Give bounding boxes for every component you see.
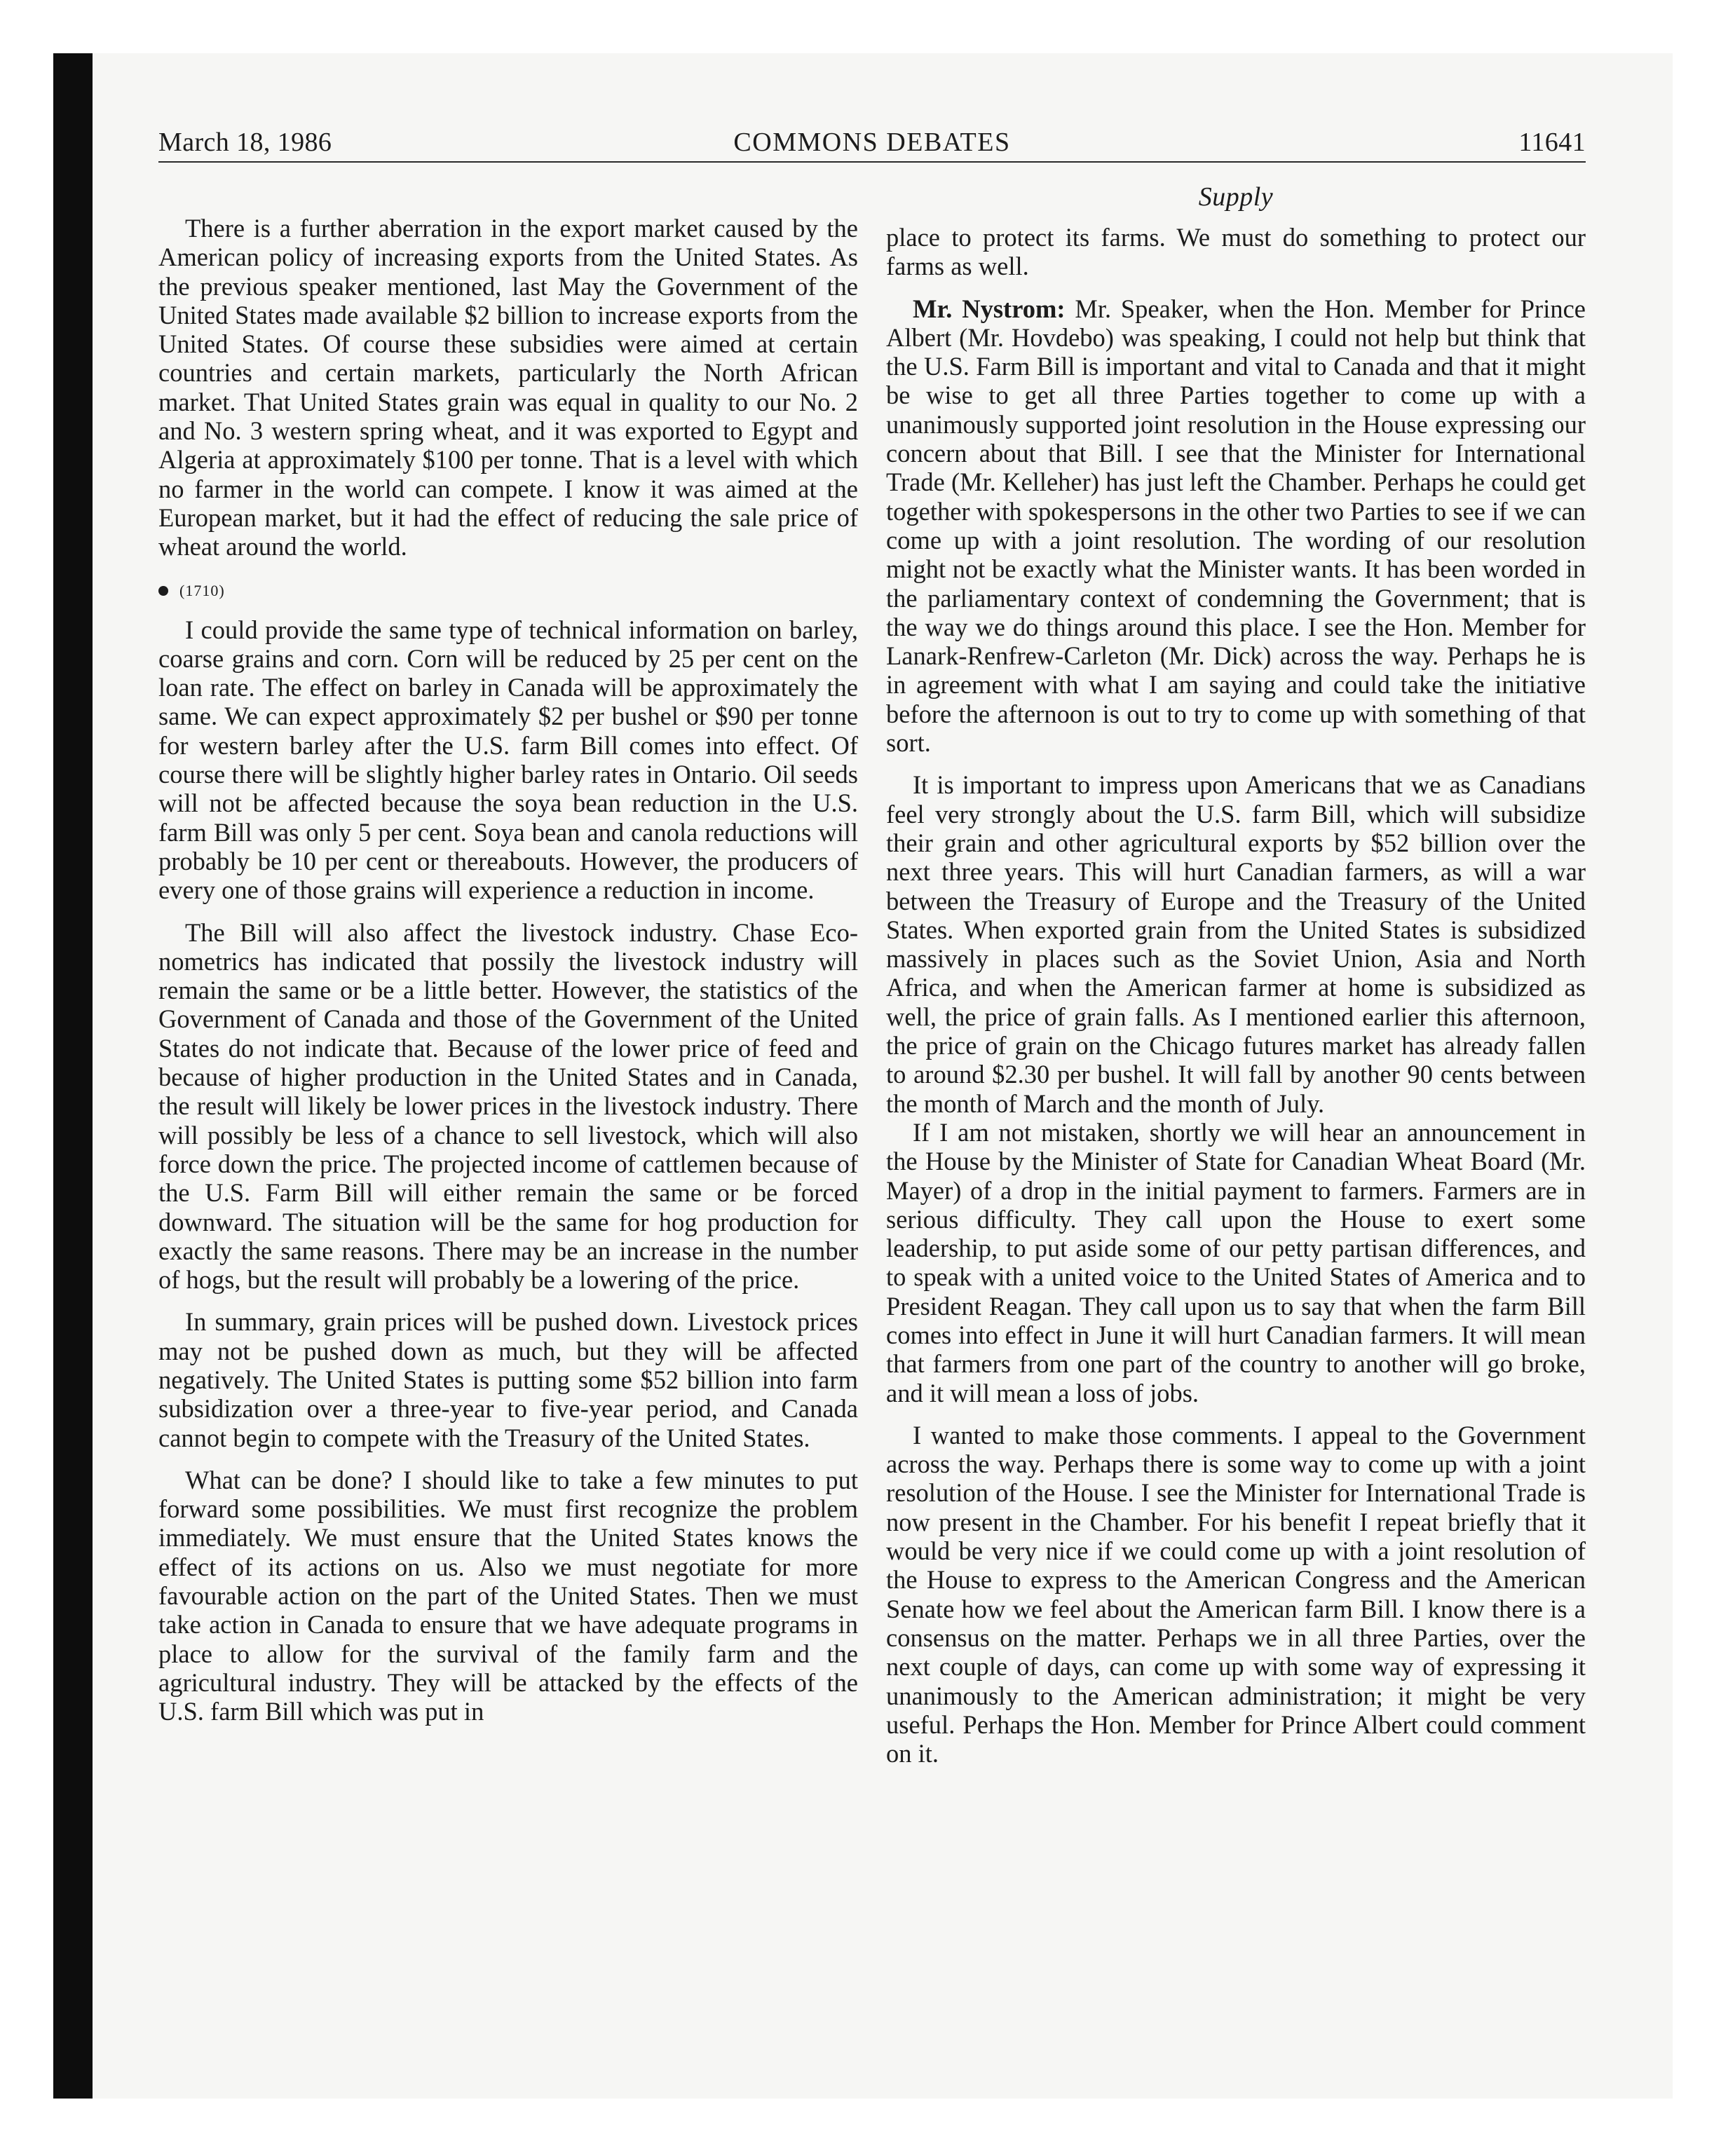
right-paragraph-0: place to protect its farms. We must do something to protect our farms as well. — [886, 223, 1586, 281]
scan-binding-edge — [53, 53, 93, 2099]
speaker-paragraph — [886, 294, 1586, 758]
left-paragraph-1: There is a further aberration in the export market caused by the American policy of increasing exports from the United States. As the previous speaker mentioned, last May the Government of the United States made available $2 billion to increase exports from the United States. Of course these subsidies were aimed at certain countries and certain markets, particularly the North African market. That United States grain was equal in quality to our No. 2 and No. 3 western spring wheat, and it was exported to Egypt and Algeria at approximately $100 per tonne. That is a level with which no farmer in the world can compete. I know it was aimed at the European market, but it had the effect of reducing the sale price of wheat around the world. — [158, 214, 858, 561]
right-paragraph-4: I wanted to make those comments. I appeal to the Government across the way. Perhaps there is some way to come up with a joint resolution of the House. I see the Minister for International Trade is now present in the Chamber. For his benefit I repeat briefly that it would be very nice if we could come up with a joint resolution of the House to express to the American Congress and the American Senate how we feel about the American farm Bill. I know there is a consensus on the matter. Perhaps we in all three Parties, over the next couple of days, can come up with some way of expressing it unanimously to the American administration; it might be very useful. Perhaps the Hon. Member for Prince Albert could comment on it. — [886, 1420, 1586, 1768]
left-paragraph-5: What can be done? I should like to take a few minutes to put forward some possibilities. We must first recognize the problem immediately. We must ensure that the United States knows the effect of its actions on us. Also we must negotiate for more favourable action on the part of the United States. Then we must take action in Canada to ensure that we have adequate programs in place to allow for the survival of the family farm and the agricultural industry. They will be attacked by the effects of the U.S. farm Bill which was put in — [158, 1465, 858, 1726]
left-paragraph-4: In summary, grain prices will be pushed down. Livestock prices may not be pushed down as much, but they will be affected negatively. The United States is putting some $52 billion into farm subsidization over a three-year to five-year period, and Canada cannot begin to compete with the Treasury of the United States. — [158, 1307, 858, 1452]
section-label: Supply — [1198, 182, 1274, 212]
time-marker — [158, 580, 858, 601]
left-paragraph-2: I could provide the same type of technical information on barley, coarse grains and corn. Corn will be reduced by 25 per cent on the loan rate. The effect on barley in Canada will be approximately the same. We can expect approximately $2 per bushel or $90 per tonne for western barley after the U.S. farm Bill comes into effect. Of course there will be slightly higher barley rates in Ontario. Oil seeds will not be affected because the soya bean reduction in the U.S. farm Bill was only 5 per cent. Soya bean and canola reductions will probably be 10 per cent or thereabouts. However, the producers of every one of those grains will experience a reduction in income. — [158, 615, 858, 905]
header-page-number: 11641 — [1518, 128, 1586, 157]
speaker-name: Mr. Nystrom: — [913, 294, 1066, 323]
time-marker-text: (1710) — [179, 581, 225, 599]
right-paragraph-1: Mr. Speaker, when the Hon. Member for Prince Albert (Mr. Hovdebo) was speaking, I could not help but think that the U.S. Farm Bill is important and vital to Canada and that it might be wise to get all three Parties together to come up with a unanimously supported joint resolution in the House expressing our concern about that Bill. I see that the Minister for International Trade (Mr. Kelleher) has just left the Chamber. Perhaps he could get together with spokespersons in the other two Parties to see if we can come up with a joint resolution. The wording of our resolution might not be exactly what the Minister wants. It has been worded in the parliamentary context of condemning the Government; that is the way we do things around this place. I see the Hon. Member for Lanark-Renfrew-Carleton (Mr. Dick) across the way. Perhaps he is in agreement with what I am saying and could take the initiative before the afternoon is out to try to come up with something of that sort. — [886, 294, 1586, 758]
page-header — [158, 125, 1586, 160]
bullet-icon — [158, 586, 168, 596]
right-column — [886, 223, 1586, 1768]
right-paragraph-2: It is important to impress upon Americans that we as Canadians feel very strongly about the U.S. farm Bill, which will subsidize their grain and other agricultural exports by $52 billion over the next three years. This will hurt Canadian farmers, as will a war between the Treasury of Europe and the Treasury of the United States. When exported grain from the United States is subsidized massively in places such as the Soviet Union, Asia and North Africa, and when the American farmer at home is subsidized as well, the price of grain falls. As I mentioned earlier this afternoon, the price of grain on the Chicago futures market has already fallen to around $2.30 per bushel. It will fall by another 90 cents between the month of March and the month of July. — [886, 770, 1586, 1118]
header-title: COMMONS DEBATES — [733, 128, 1011, 157]
header-rule — [158, 161, 1586, 163]
left-column — [158, 214, 858, 1726]
header-date: March 18, 1986 — [158, 128, 332, 157]
right-paragraph-3: If I am not mistaken, shortly we will hear an announcement in the House by the Minister of State for Canadian Wheat Board (Mr. Mayer) of a drop in the initial payment to farmers. Farmers are in serious difficulty. They call upon the House to exert some leadership, to put aside some of our petty partisan differences, and to speak with a united voice to the United States of America and to President Reagan. They call upon us to say that when the farm Bill comes into effect in June it will hurt Canadian farmers. It will mean that farmers from one part of the country to another will go broke, and it will mean a loss of jobs. — [886, 1117, 1586, 1407]
left-paragraph-3: The Bill will also affect the livestock industry. Chase Econometrics has indicated that possily the livestock industry will remain the same or be a little better. However, the statistics of the Government of Canada and those of the Government of the United States do not indicate that. Because of the lower price of feed and because of higher production in the United States and in Canada, the result will likely be lower prices in the livestock industry. There will possibly be less of a chance to sell livestock, which will also force down the price. The projected income of cattlemen because of the U.S. Farm Bill will either remain the same or be forced downward. The situation will be the same for hog production for exactly the same reasons. There may be an increase in the number of hogs, but the result will probably be a lowering of the price. — [158, 917, 858, 1295]
